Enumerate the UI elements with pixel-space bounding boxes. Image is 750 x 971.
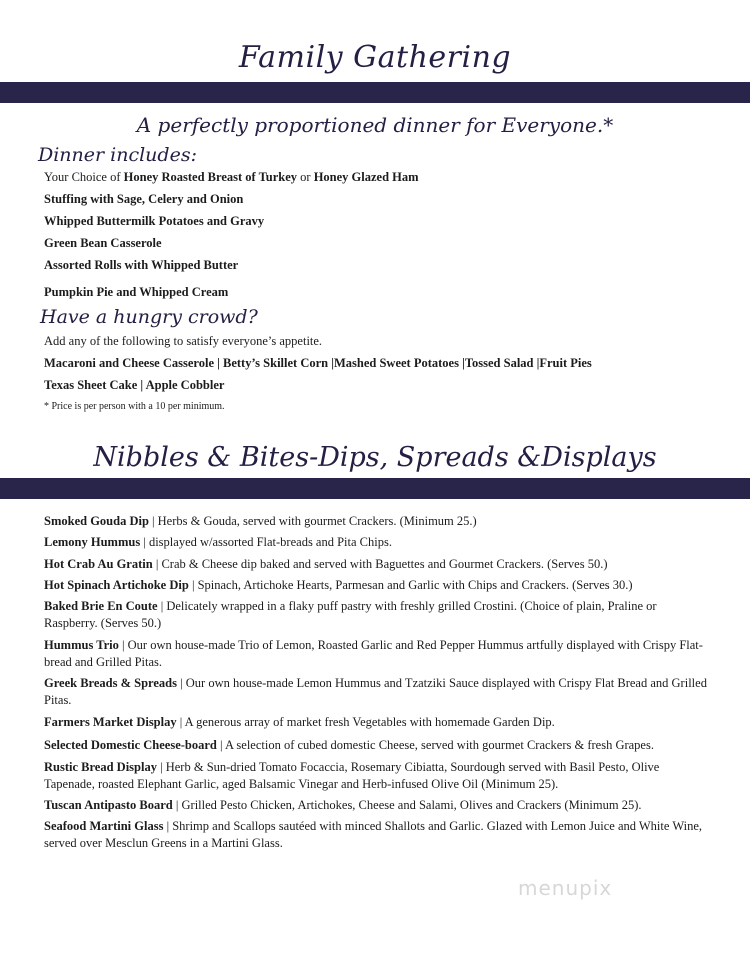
menu-item-desc: | Herb & Sun-dried Tomato Focaccia, Rosemary Cibiatta, Sourdough served with Basil Pesto, Olive Tapenade, roasted Elephant Garlic, aged Balsamic Vinegar and Herb-infused Olive Oil (Minimum 25).: [44, 760, 660, 791]
dinner-item: Stuffing with Sage, Celery and Onion: [44, 192, 244, 206]
menu-item: [44, 577, 712, 594]
menu-item-name: Selected Domestic Cheese-board: [44, 738, 217, 752]
dinner-item: Whipped Buttermilk Potatoes and Gravy: [44, 214, 265, 228]
price-footnote: * Price is per person with a 10 per minimum.: [44, 401, 225, 412]
hungry-addons: Macaroni and Cheese Casserole | Betty’s Skillet Corn |Mashed Sweet Potatoes |Tossed Salad |Fruit Pies: [44, 356, 592, 370]
menu-item-desc: | A selection of cubed domestic Cheese, served with gourmet Crackers & fresh Grapes.: [216, 738, 654, 752]
menu-item-name: Seafood Martini Glass: [44, 819, 164, 833]
menu-item: [44, 675, 712, 708]
menu-item: [44, 598, 712, 631]
menu-item-name: Greek Breads & Spreads: [44, 676, 177, 690]
choice-turkey: Honey Roasted Breast of Turkey: [123, 170, 298, 184]
dinner-choice: [44, 169, 419, 185]
dinner-item: Green Bean Casserole: [44, 236, 162, 250]
menu-item-name: Hot Crab Au Gratin: [44, 557, 153, 571]
menu-item-name: Tuscan Antipasto Board: [44, 798, 173, 812]
dinner-heading: Dinner includes:: [38, 144, 197, 166]
menu-item-name: Lemony Hummus: [44, 535, 141, 549]
watermark-logo: menupix: [518, 876, 613, 900]
menu-item-desc: | Shrimp and Scallops sautéed with minced Shallots and Garlic. Glazed with Lemon Juice and White Wine, served over Mesclun Greens in a Martini Glass.: [44, 819, 703, 850]
menu-item: [44, 818, 712, 851]
menu-item-desc: | displayed w/assorted Flat-breads and Pita Chips.: [140, 535, 392, 549]
menu-item-name: Hot Spinach Artichoke Dip: [44, 578, 189, 592]
menu-item-name: Baked Brie En Coute: [44, 599, 158, 613]
menu-item: [44, 797, 712, 814]
menu-item-name: Hummus Trio: [44, 638, 119, 652]
menu-item-desc: | Spinach, Artichoke Hearts, Parmesan and Garlic with Chips and Crackers. (Serves 30.): [188, 578, 633, 592]
hungry-desserts: Texas Sheet Cake | Apple Cobbler: [44, 378, 225, 392]
menu-item-desc: | Delicately wrapped in a flaky puff pastry with freshly grilled Crostini. (Choice of plain, Praline or Raspberry. (Serves 50.): [44, 599, 657, 630]
menu-item-desc: | A generous array of market fresh Vegetables with homemade Garden Dip.: [176, 715, 555, 729]
menu-item: [44, 714, 712, 731]
section-band: [0, 478, 750, 499]
menu-item: [44, 534, 712, 551]
menu-item: [44, 737, 712, 754]
menu-item-name: Farmers Market Display: [44, 715, 177, 729]
page-title: Family Gathering: [238, 40, 512, 75]
menu-item-desc: | Herbs & Gouda, served with gourmet Crackers. (Minimum 25.): [148, 514, 477, 528]
menu-item-name: Smoked Gouda Dip: [44, 514, 149, 528]
menu-item-name: Rustic Bread Display: [44, 760, 157, 774]
hungry-intro: Add any of the following to satisfy everyone’s appetite.: [44, 334, 323, 348]
section-title: Nibbles & Bites-Dips, Spreads &Displays: [93, 442, 657, 473]
menu-item: [44, 637, 712, 670]
choice-or: or: [297, 170, 314, 184]
hungry-heading: Have a hungry crowd?: [40, 306, 258, 328]
menu-item: [44, 556, 712, 573]
dinner-item: Pumpkin Pie and Whipped Cream: [44, 285, 229, 299]
header-band: [0, 82, 750, 103]
page-subtitle: A perfectly proportioned dinner for Everyone.*: [136, 113, 614, 137]
menu-item-desc: | Our own house-made Lemon Hummus and Tzatziki Sauce displayed with Crispy Flat Bread and Grilled Pitas.: [44, 676, 707, 707]
menu-item-desc: | Our own house-made Trio of Lemon, Roasted Garlic and Red Pepper Hummus artfully displayed with Crispy Flat-bread and Grilled Pitas.: [44, 638, 703, 669]
menu-item-desc: | Crab & Cheese dip baked and served with Baguettes and Gourmet Crackers. (Serves 50.): [152, 557, 608, 571]
choice-prefix: Your Choice of: [44, 170, 124, 184]
menu-item: [44, 759, 712, 792]
dinner-item: Assorted Rolls with Whipped Butter: [44, 258, 239, 272]
choice-ham: Honey Glazed Ham: [313, 170, 419, 184]
menu-item-desc: | Grilled Pesto Chicken, Artichokes, Cheese and Salami, Olives and Crackers (Minimum 25).: [172, 798, 642, 812]
menu-item: [44, 513, 712, 530]
